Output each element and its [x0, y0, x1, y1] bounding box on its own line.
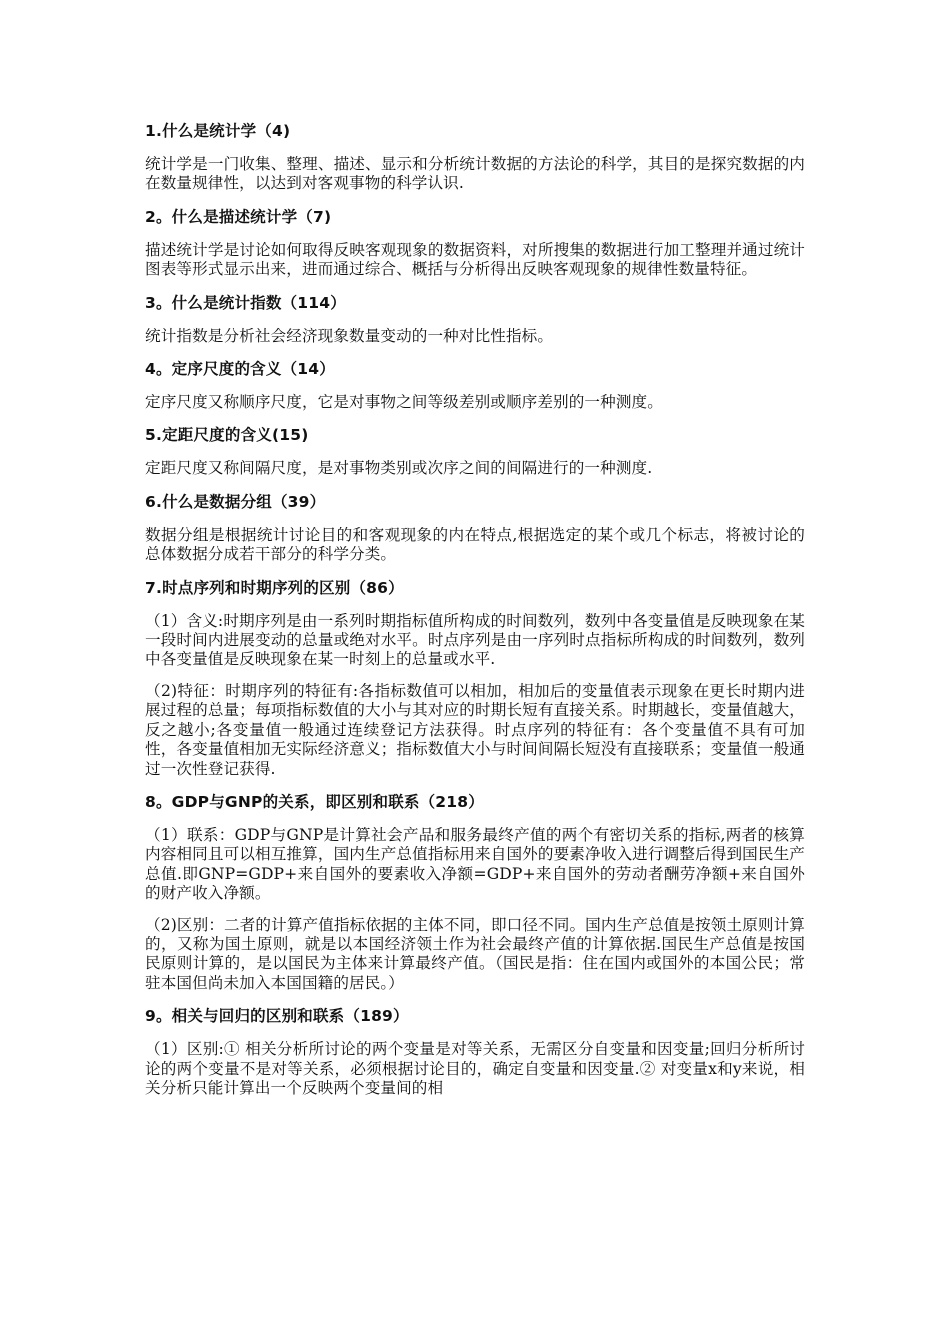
question-4-heading: 4。定序尺度的含义（14）	[145, 360, 335, 379]
answer-5-paragraph: 定距尺度又称间隔尺度，是对事物类别或次序之间的间隔进行的一种测度.	[145, 459, 653, 478]
question-8-heading: 8。GDP与GNP的关系，即区别和联系（218）	[145, 792, 484, 811]
question-9-heading: 9。相关与回归的区别和联系（189）	[145, 1007, 409, 1026]
answer-1-paragraph: 统计学是一门收集、整理、描述、显示和分析统计数据的方法论的科学，其目的是探究数据的内在数量规律性，以达到对客观事物的科学认识.	[145, 155, 805, 193]
question-2-heading: 2。什么是描述统计学（7)	[145, 207, 332, 226]
question-5-heading: 5.定距尺度的含义(15)	[145, 426, 309, 445]
question-1-heading: 1.什么是统计学（4)	[145, 122, 291, 140]
document-page	[145, 122, 805, 1112]
answer-7-meaning-paragraph: （1）含义:时期序列是由一系列时期指标值所构成的时间数列，数列中各变量值是反映现象在某一段时间内进展变动的总量或绝对水平。时点序列是由一序列时点指标所构成的时间数列，数列中各变量值是反映现象在某一时刻上的总量或水平.	[145, 611, 805, 669]
answer-3-paragraph: 统计指数是分析社会经济现象数量变动的一种对比性指标。	[145, 326, 554, 345]
answer-8-difference-paragraph: （2)区别：二者的计算产值指标依据的主体不同，即口径不同。国内生产总值是按领土原则计算的，又称为国土原则，就是以本国经济领土作为社会最终产值的计算依据.国民生产总值是按国民原则计算的，是以国民为主体来计算最终产值。（国民是指：住在国内或国外的本国公民；常驻本国但尚未加入本国国籍的居民。）	[145, 915, 805, 992]
answer-4-paragraph: 定序尺度又称顺序尺度，它是对事物之间等级差别或顺序差别的一种测度。	[145, 393, 663, 412]
question-6-heading: 6.什么是数据分组（39）	[145, 492, 326, 511]
question-7-heading: 7.时点序列和时期序列的区别（86）	[145, 578, 404, 597]
answer-8-relation-paragraph: （1）联系：GDP与GNP是计算社会产品和服务最终产值的两个有密切关系的指标,两者的核算内容相同且可以相互推算，国内生产总值指标用来自国外的要素净收入进行调整后得到国民生产总值.即GNP=GDP+来自国外的要素收入净额=GDP+来自国外的劳动者酬劳净额+来自国外的财产收入净额。	[145, 825, 805, 903]
answer-2-paragraph: 描述统计学是讨论如何取得反映客观现象的数据资料，对所搜集的数据进行加工整理并通过统计图表等形式显示出来，进而通过综合、概括与分析得出反映客观现象的规律性数量特征。	[145, 240, 805, 279]
answer-7-features-paragraph: （2)特征：时期序列的特征有:各指标数值可以相加，相加后的变量值表示现象在更长时期内进展过程的总量；每项指标数值的大小与其对应的时期长短有直接关系。时期越长，变量值越大，反之越小;各变量值一般通过连续登记方法获得。时点序列的特征有：各个变量值不具有可加性，各变量值相加无实际经济意义；指标数值大小与时间间隔长短没有直接联系；变量值一般通过一次性登记获得.	[145, 681, 805, 778]
answer-9-difference-paragraph: （1）区别:① 相关分析所讨论的两个变量是对等关系，无需区分自变量和因变量;回归分析所讨论的两个变量不是对等关系，必须根据讨论目的，确定自变量和因变量.② 对变量x和y来说，相关分析只能计算出一个反映两个变量间的相	[145, 1040, 805, 1097]
question-3-heading: 3。什么是统计指数（114）	[145, 293, 346, 312]
answer-6-paragraph: 数据分组是根据统计讨论目的和客观现象的内在特点,根据选定的某个或几个标志，将被讨论的总体数据分成若干部分的科学分类。	[145, 525, 805, 564]
